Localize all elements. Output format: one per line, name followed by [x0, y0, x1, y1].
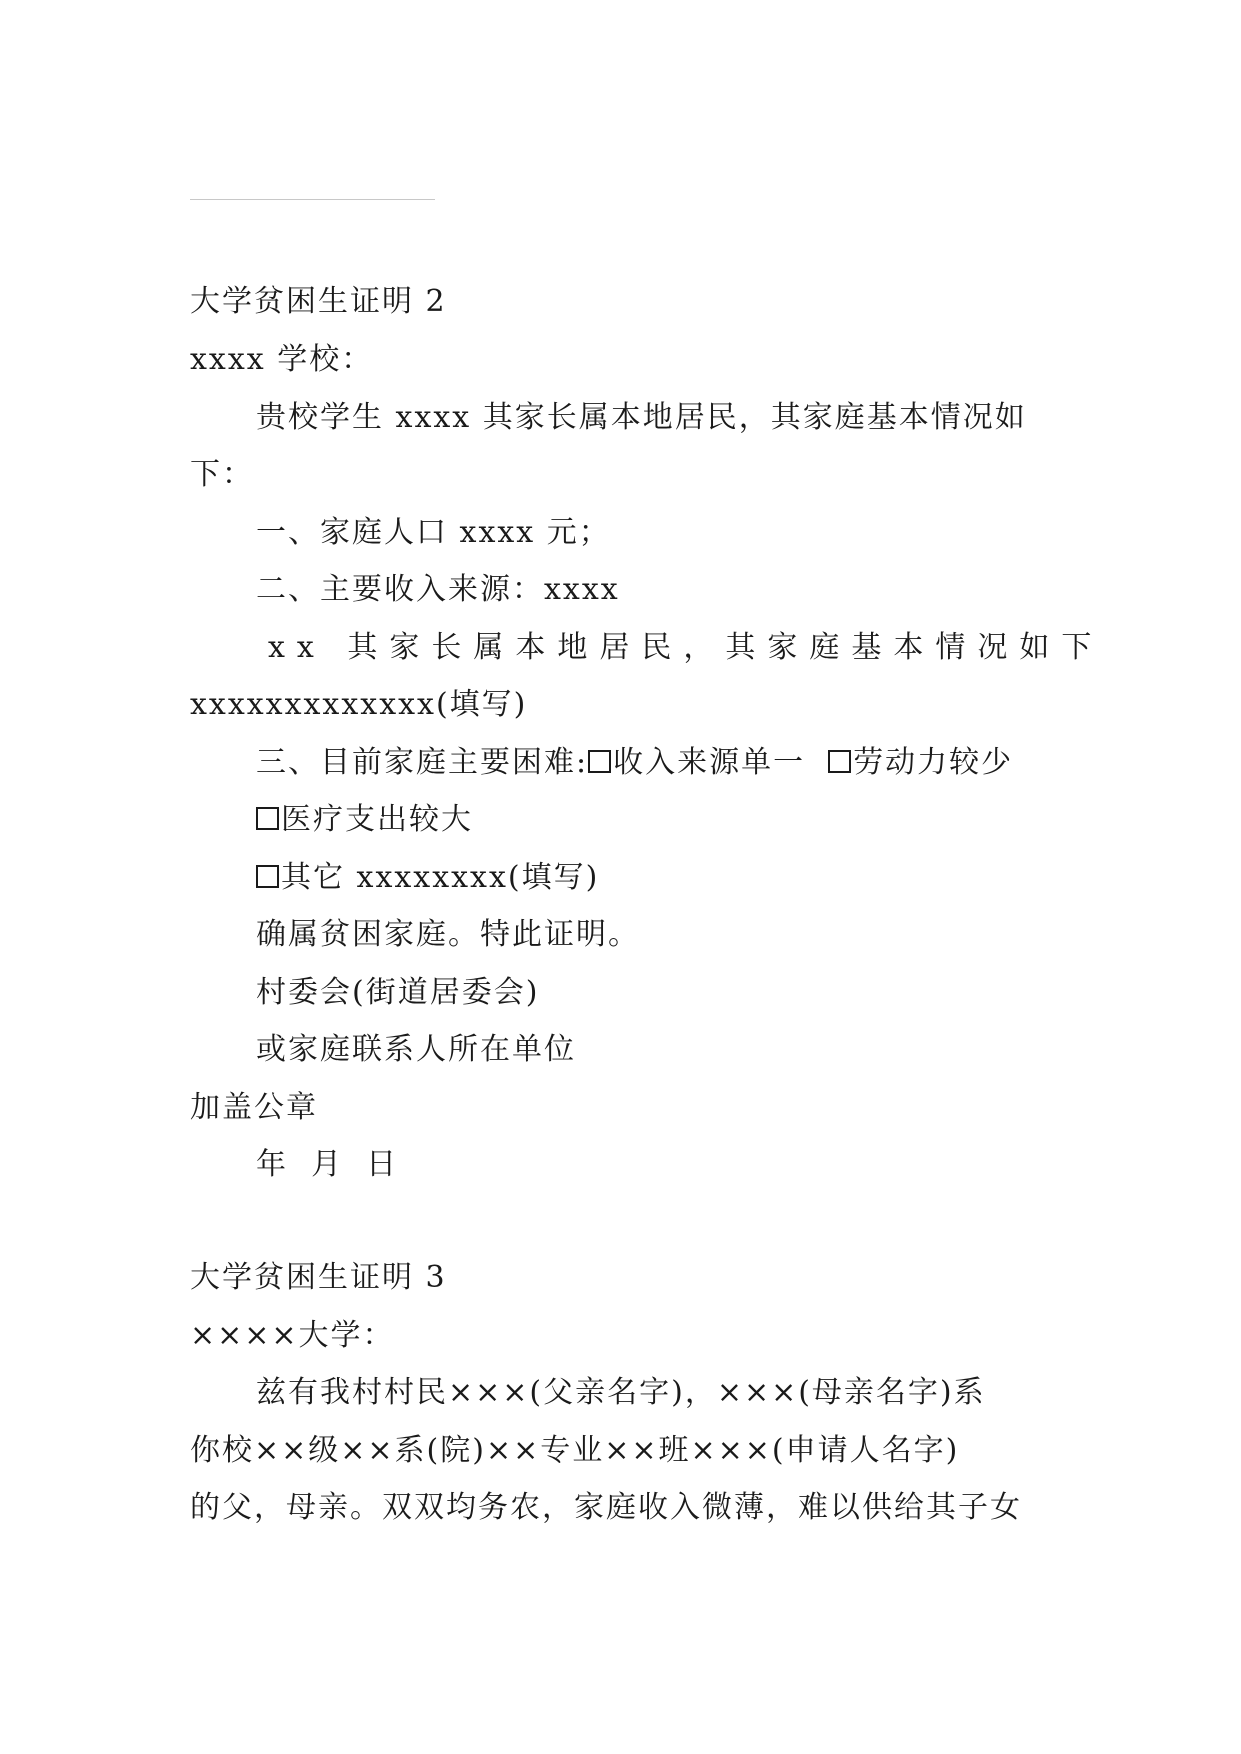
issuer-line-1: 村委会(街道居委会)	[256, 975, 540, 1010]
section-3-line-1: 兹有我村村民×××(父亲名字)，×××(母亲名字)系	[256, 1375, 986, 1410]
section-3-line-2: 你校××级××系(院)××专业××班×××(申请人名字)	[190, 1433, 960, 1468]
option-medical-row	[256, 800, 473, 840]
section-3-title: 大学贫困生证明 3	[190, 1260, 447, 1295]
paragraph-1-line-2: 下：	[190, 457, 254, 492]
section-2-salutation: xxxx 学校：	[190, 342, 374, 377]
section-3-salutation: ××××大学：	[190, 1318, 395, 1353]
seal-note: 加盖公章	[190, 1090, 318, 1125]
checkbox-icon	[256, 807, 279, 830]
item-3	[256, 743, 1013, 783]
header-rule	[190, 199, 435, 200]
item-2: 二、主要收入来源：xxxx	[256, 572, 620, 607]
option-medical: 医疗支出较大	[281, 802, 473, 837]
option-income-single: 收入来源单一	[613, 745, 806, 780]
checkbox-icon	[828, 750, 851, 773]
checkbox-icon	[256, 865, 279, 888]
paragraph-1-line-1: 贵校学生 xxxx 其家长属本地居民，其家庭基本情况如	[256, 400, 1027, 435]
item-3-prefix: 三、目前家庭主要困难:	[256, 745, 589, 780]
option-other-row	[256, 858, 599, 898]
checkbox-icon	[588, 750, 611, 773]
confirmation: 确属贫困家庭。特此证明。	[256, 917, 640, 952]
option-other: 其它 xxxxxxxx(填写)	[281, 860, 600, 895]
date-line: 年 月 日	[256, 1147, 399, 1182]
option-labor-less: 劳动力较少	[853, 745, 1014, 780]
issuer-line-2: 或家庭联系人所在单位	[256, 1032, 576, 1067]
section-3-line-3: 的父，母亲。双双均务农，家庭收入微薄，难以供给其子女	[190, 1490, 1022, 1525]
paragraph-2-line-2: xxxxxxxxxxxxx(填写)	[190, 687, 528, 722]
item-1: 一、家庭人口 xxxx 元；	[256, 515, 611, 550]
section-2-title: 大学贫困生证明 2	[190, 284, 447, 319]
paragraph-2-line-1: xx 其家长属本地居民，其家庭基本情况如下	[268, 630, 1104, 665]
